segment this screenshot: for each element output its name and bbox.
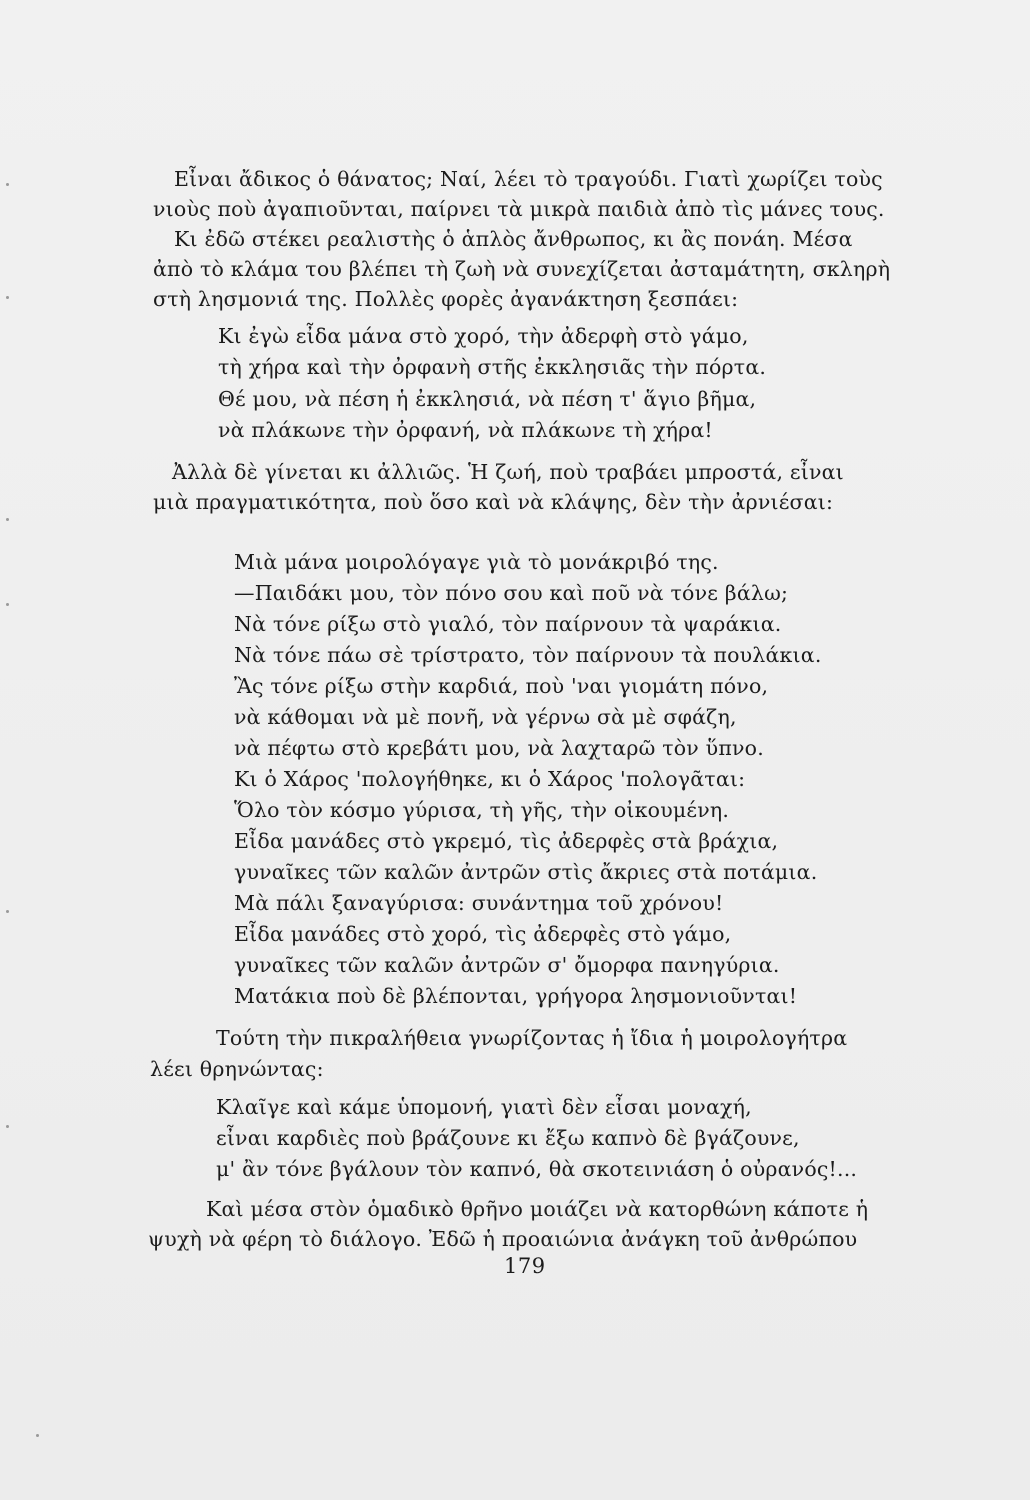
verse-line: νὰ πέφτω στὸ κρεβάτι μου, νὰ λαχταρῶ τὸν ὕπνο. <box>234 736 764 760</box>
verse-line: Νὰ τόνε πάω σὲ τρίστρατο, τὸν παίρνουν τὰ πουλάκια. <box>234 643 822 667</box>
verse-line: Ἂς τόνε ρίξω στὴν καρδιά, ποὺ 'ναι γιομάτη πόνο, <box>234 674 769 698</box>
text-line: ἀπὸ τὸ κλάμα του βλέπει τὴ ζωὴ νὰ συνεχίζεται ἀσταμάτητη, σκληρὴ <box>153 257 891 281</box>
verse-line: Κλαῖγε καὶ κάμε ὑπομονή, γιατὶ δὲν εἶσαι μοναχή, <box>216 1095 752 1119</box>
text-line: στὴ λησμονιά της. Πολλὲς φορὲς ἀγανάκτηση ξεσπάει: <box>153 287 739 311</box>
scan-speck <box>6 1125 9 1128</box>
verse-line: Κι ὁ Χάρος 'πολογήθηκε, κι ὁ Χάρος 'πολογᾶται: <box>234 767 746 791</box>
text-line: Τούτη τὴν πικραλήθεια γνωρίζοντας ἡ ἴδια ἡ μοιρολογήτρα <box>216 1026 848 1050</box>
text-line: λέει θρηνώντας: <box>150 1057 324 1081</box>
text-line: Ἀλλὰ δὲ γίνεται κι ἀλλιῶς. Ἡ ζωή, ποὺ τραβάει μπροστά, εἶναι <box>172 460 844 484</box>
page-number: 179 <box>504 1254 546 1278</box>
text-line: νιοὺς ποὺ ἀγαπιοῦνται, παίρνει τὰ μικρὰ παιδιὰ ἀπὸ τὶς μάνες τους. <box>153 197 885 221</box>
verse-line: γυναῖκες τῶν καλῶν ἀντρῶν σ' ὄμορφα πανηγύρια. <box>234 953 780 977</box>
text-line: Καὶ μέσα στὸν ὁμαδικὸ θρῆνο μοιάζει νὰ κατορθώνη κάποτε ἡ <box>206 1197 869 1221</box>
text-line: μιὰ πραγματικότητα, ποὺ ὅσο καὶ νὰ κλάψης, δὲν τὴν ἀρνιέσαι: <box>153 490 834 514</box>
verse-line: Εἶδα μανάδες στὸ χορό, τὶς ἀδερφὲς στὸ γάμο, <box>234 922 732 946</box>
verse-line: νὰ κάθομαι νὰ μὲ πονῆ, νὰ γέρνω σὰ μὲ σφάζη, <box>234 705 737 729</box>
verse-line: Ματάκια ποὺ δὲ βλέπονται, γρήγορα λησμονιοῦνται! <box>234 984 798 1008</box>
verse-line: Ὅλο τὸν κόσμο γύρισα, τὴ γῆς, τὴν οἰκουμένη. <box>234 798 730 822</box>
scan-speck <box>6 183 9 186</box>
text-line: Εἶναι ἄδικος ὁ θάνατος; Ναί, λέει τὸ τραγούδι. Γιατὶ χωρίζει τοὺς <box>174 167 883 191</box>
text-line: ψυχὴ νὰ φέρη τὸ διάλογο. Ἐδῶ ἡ προαιώνια ἀνάγκη τοῦ ἀνθρώπου <box>148 1227 858 1251</box>
verse-line: Θέ μου, νὰ πέση ἡ ἐκκλησιά, νὰ πέση τ' ἅγιο βῆμα, <box>218 387 757 411</box>
verse-line: νὰ πλάκωνε τὴν ὀρφανή, νὰ πλάκωνε τὴ χήρα! <box>218 418 713 442</box>
scan-speck <box>6 910 9 913</box>
verse-line: μ' ἂν τόνε βγάλουν τὸν καπνό, θὰ σκοτεινιάση ὁ οὐρανός!... <box>216 1157 858 1181</box>
verse-line: Νὰ τόνε ρίξω στὸ γιαλό, τὸν παίρνουν τὰ ψαράκια. <box>234 612 782 636</box>
scan-speck <box>6 296 9 299</box>
scan-speck <box>36 1434 39 1437</box>
verse-line: Κι ἐγὼ εἶδα μάνα στὸ χορό, τὴν ἀδερφὴ στὸ γάμο, <box>218 324 749 348</box>
text-line: Κι ἐδῶ στέκει ρεαλιστὴς ὁ ἁπλὸς ἄνθρωπος, κι ἂς πονάη. Μέσα <box>174 227 853 251</box>
verse-line: τὴ χήρα καὶ τὴν ὀρφανὴ στῆς ἐκκλησιᾶς τὴν πόρτα. <box>218 355 767 379</box>
scan-speck <box>6 518 9 521</box>
scan-speck <box>6 603 9 606</box>
verse-line: εἶναι καρδιὲς ποὺ βράζουνε κι ἔξω καπνὸ δὲ βγάζουνε, <box>216 1126 800 1150</box>
verse-line: γυναῖκες τῶν καλῶν ἀντρῶν στὶς ἄκριες στὰ ποτάμια. <box>234 860 818 884</box>
verse-line: Μιὰ μάνα μοιρολόγαγε γιὰ τὸ μονάκριβό της. <box>234 550 719 574</box>
verse-line: —Παιδάκι μου, τὸν πόνο σου καὶ ποῦ νὰ τόνε βάλω; <box>234 581 789 605</box>
verse-line: Μὰ πάλι ξαναγύρισα: συνάντημα τοῦ χρόνου! <box>234 891 724 915</box>
verse-line: Εἶδα μανάδες στὸ γκρεμό, τὶς ἀδερφὲς στὰ βράχια, <box>234 829 779 853</box>
